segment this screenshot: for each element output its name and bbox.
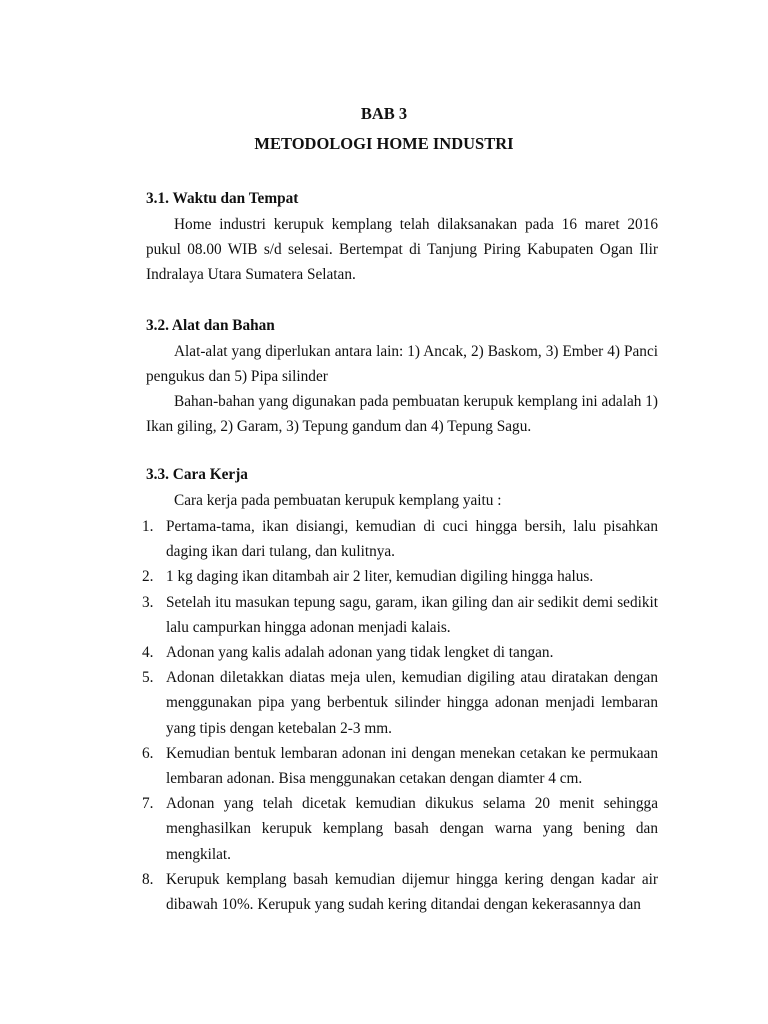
step-number: 4. — [142, 644, 154, 662]
step-number: 7. — [142, 795, 154, 813]
steps-list — [142, 514, 658, 917]
step-text: Adonan diletakkan diatas meja ulen, kemudian digiling atau diratakan dengan menggunakan pipa yang berbentuk silinder hingga adonan menjadi lembaran yang tipis dengan ketebalan 2-3 mm. — [166, 669, 658, 737]
step-text: Kerupuk kemplang basah kemudian dijemur hingga kering dengan kadar air dibawah 10%. Kerupuk yang sudah kering ditandai dengan kekerasannya dan — [166, 870, 658, 914]
list-item — [142, 791, 658, 867]
step-text: 1 kg daging ikan ditambah air 2 liter, kemudian digiling hingga halus. — [166, 568, 594, 586]
paragraph-cara-kerja: Cara kerja pada pembuatan kerupuk kemplang yaitu : — [174, 492, 502, 509]
step-text: Adonan yang kalis adalah adonan yang tidak lengket di tangan. — [166, 644, 554, 662]
step-number: 1. — [142, 518, 154, 535]
step-text: Kemudian bentuk lembaran adonan ini dengan menekan cetakan ke permukaan lembaran adonan. Bisa menggunakan cetakan dengan diamter 4 cm. — [166, 744, 658, 788]
step-text: Adonan yang telah dicetak kemudian dikukus selama 20 menit sehingga menghasilkan kerupuk kemplang basah dengan warna yang bening dan mengkilat. — [166, 795, 658, 863]
list-item — [142, 590, 658, 640]
section-heading-alat-bahan: 3.2. Alat dan Bahan — [146, 317, 275, 334]
list-item — [142, 665, 658, 741]
step-number: 6. — [142, 744, 154, 762]
step-text: Pertama-tama, ikan disiangi, kemudian di cuci hingga bersih, lalu pisahkan daging ikan dari tulang, dan kulitnya. — [166, 518, 658, 561]
step-number: 2. — [142, 568, 154, 586]
chapter-title: METODOLOGI HOME INDUSTRI — [254, 134, 514, 153]
list-item — [142, 514, 658, 564]
list-item — [142, 741, 658, 791]
paragraph-bahan: Bahan-bahan yang digunakan pada pembuatan kerupuk kemplang ini adalah 1) Ikan giling, 2) Garam, 3) Tepung gandum dan 4) Tepung Sagu. — [146, 393, 658, 436]
step-number: 8. — [142, 870, 154, 888]
list-item — [142, 867, 658, 917]
list-item — [142, 564, 658, 589]
paragraph-waktu-tempat: Home industri kerupuk kemplang telah dilaksanakan pada 16 maret 2016 pukul 08.00 WIB s/d selesai. Bertempat di Tanjung Piring Kabupaten Ogan Ilir Indralaya Utara Sumatera Selatan. — [146, 216, 658, 284]
section-heading-cara-kerja: 3.3. Cara Kerja — [146, 466, 248, 483]
step-text: Setelah itu masukan tepung sagu, garam, ikan giling dan air sedikit demi sedikit lalu campurkan hingga adonan menjadi kalais. — [166, 593, 658, 636]
list-item — [142, 640, 658, 665]
paragraph-alat: Alat-alat yang diperlukan antara lain: 1) Ancak, 2) Baskom, 3) Ember 4) Panci pengukus dan 5) Pipa silinder — [146, 343, 658, 386]
section-heading-waktu-tempat: 3.1. Waktu dan Tempat — [146, 190, 299, 207]
step-number: 5. — [142, 669, 154, 687]
step-number: 3. — [142, 593, 154, 611]
chapter-number: BAB 3 — [360, 104, 408, 123]
